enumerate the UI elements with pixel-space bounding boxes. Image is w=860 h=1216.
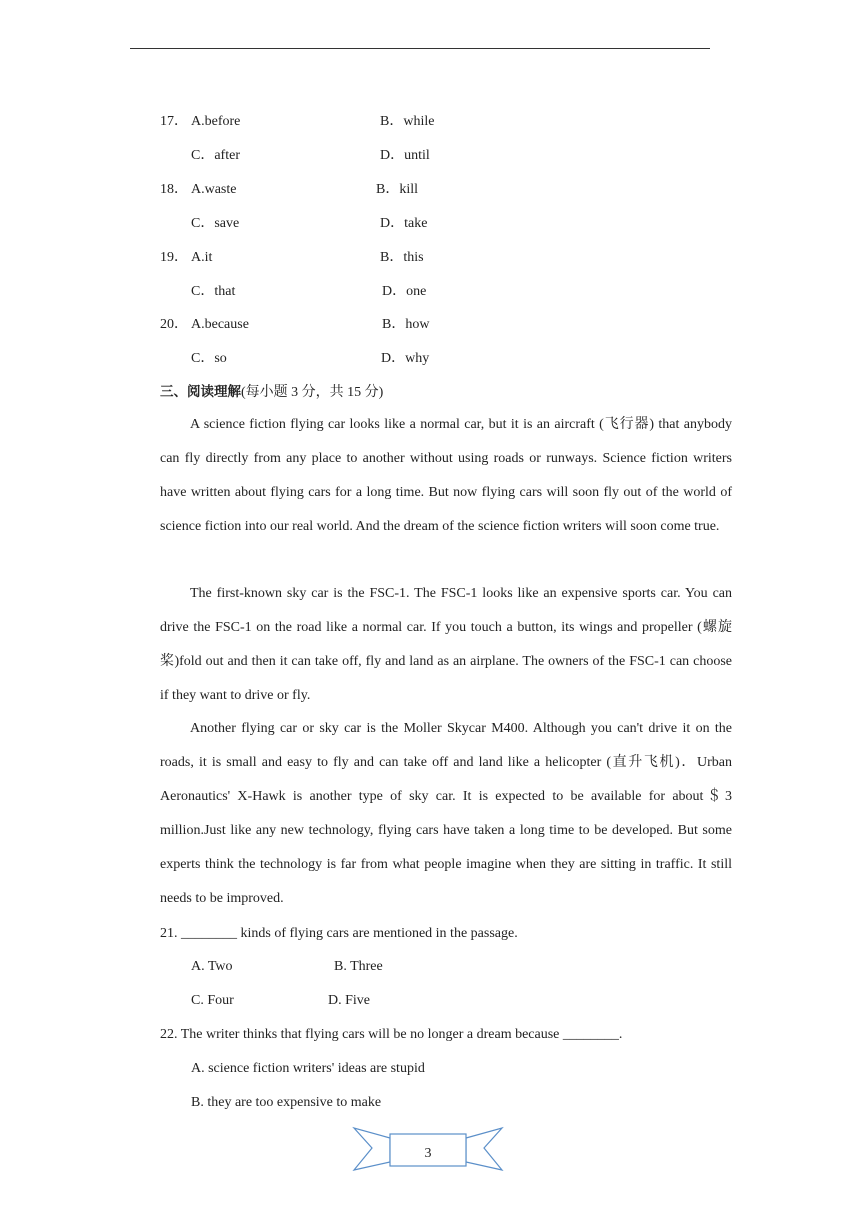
q19-option-a: A.it	[191, 250, 213, 265]
q21-option-b: B. Three	[334, 959, 383, 974]
q18-option-c: C．save	[191, 216, 240, 231]
page-number: 3	[424, 1146, 432, 1161]
passage-paragraph-2: The first-known sky car is the FSC-1. The FSC-1 looks like an expensive sports car. You can drive the FSC-1 on the road like a normal car. If you touch a button, its wings and propeller (螺旋桨)fold out and then it can take off, fly and land as an airplane. The owners of the FSC-1 can choose if they want to drive or fly.	[160, 586, 732, 703]
q21-option-c: C. Four	[191, 993, 234, 1008]
q21-option-a: A. Two	[191, 959, 233, 974]
q22-stem: 22. The writer thinks that flying cars will be no longer a dream because ________.	[160, 1027, 623, 1042]
q19-option-b: B．this	[380, 250, 424, 265]
q20-option-d: D．why	[381, 351, 430, 366]
q19-number: 19．	[160, 250, 188, 265]
passage-paragraph-3: Another flying car or sky car is the Moller Skycar M400. Although you can't drive it on the roads, it is small and easy to fly and can take off and land like a helicopter (直升飞机)．Urban Aeronautics' X-Hawk is another type of sky car. It is expected to be available for about＄3 million.Just like any new technology, flying cars have taken a long time to be developed. But some experts think the technology is far from what people imagine when they are sitting in traffic. It still needs to be improved.	[160, 721, 732, 906]
q22-option-b: B. they are too expensive to make	[191, 1095, 382, 1110]
q20-option-a: A.because	[191, 317, 249, 332]
header-rule	[130, 48, 710, 49]
q21-option-d: D. Five	[328, 993, 370, 1008]
q20-option-c: C．so	[191, 351, 227, 366]
q17-number: 17．	[160, 114, 188, 129]
q17-option-d: D．until	[380, 148, 430, 163]
q20-number: 20．	[160, 317, 188, 332]
q18-option-b: B．kill	[376, 182, 419, 197]
q17-option-c: C．after	[191, 148, 240, 163]
section-note: (每小题 3 分，共 15 分)	[241, 385, 384, 400]
section-title: 三、阅读理解	[160, 384, 241, 400]
q17-option-a: A.before	[191, 114, 241, 129]
passage-paragraph-1: A science fiction flying car looks like a normal car, but it is an aircraft (飞行器) that anybody can fly directly from any place to another without using roads or runways. Science fiction writers have written about flying cars for a long time. But now flying cars will soon fly out of the world of science fiction into our real world. And the dream of the science fiction writers will soon come true.	[160, 417, 732, 534]
q19-option-d: D．one	[382, 284, 427, 299]
q19-option-c: C．that	[191, 284, 236, 299]
q18-option-a: A.waste	[191, 182, 237, 197]
q22-option-a: A. science fiction writers' ideas are stupid	[191, 1061, 425, 1076]
q18-number: 18．	[160, 182, 188, 197]
q18-option-d: D．take	[380, 216, 428, 231]
section-heading	[160, 382, 383, 403]
q17-option-b: B．while	[380, 114, 435, 129]
q21-stem: 21. ________ kinds of flying cars are mentioned in the passage.	[160, 926, 518, 941]
q20-option-b: B．how	[382, 317, 430, 332]
